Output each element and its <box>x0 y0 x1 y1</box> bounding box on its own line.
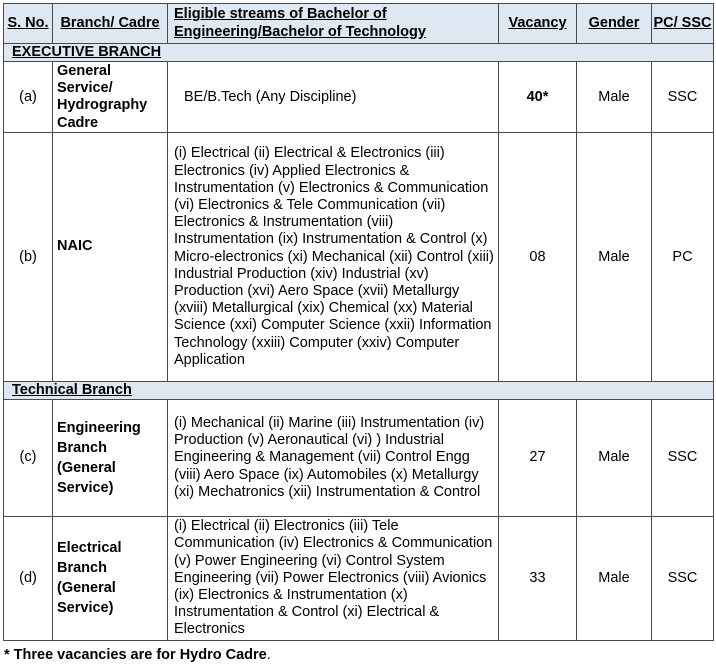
row-vacancy: 08 <box>499 133 577 382</box>
row-streams: (i) Electrical (ii) Electronics (iii) Tele Communication (iv) Electronics & Communication (v) Power Engineering (vi) Control System Engineering (vii) Power Electronics (viii) Avionics (ix) Electronics & Instrumentation (x) Instrumentation & Control (xi) Electrical & Electronics <box>168 516 499 640</box>
row-gender: Male <box>577 62 652 133</box>
table-row <box>4 516 714 640</box>
row-streams: BE/B.Tech (Any Discipline) <box>168 62 499 133</box>
table-row <box>4 400 714 516</box>
row-cadre: NAIC <box>53 133 168 382</box>
row-cadre: General Service/ Hydrography Cadre <box>53 62 168 133</box>
row-cadre: Engineering Branch (General Service) <box>53 400 168 516</box>
section-row-technical <box>4 382 714 400</box>
row-type: SSC <box>652 400 714 516</box>
section-row-executive <box>4 44 714 62</box>
row-streams: (i) Electrical (ii) Electrical & Electronics (iii) Electronics (iv) Applied Electronics & Instrumentation (v) Electronics & Communication (vi) Electronics & Tele Communication (vii) Electronics & Instrumentation (viii) Instrumentation (ix) Instrumentation & Control (x) Micro-electronics (xi) Mechanical (xii) Control (xiii) Industrial Production (xiv) Industrial (xv) Production (xvi) Aero Space (xvii) Metallurgy (xviii) Metallurgical (xix) Chemical (xx) Material Science (xxi) Computer Science (xxii) Information Technology (xxiii) Computer (xxiv) Computer Application <box>168 133 499 382</box>
footnote-period: . <box>266 647 271 663</box>
header-branch: Branch/ Cadre <box>53 4 168 44</box>
row-vacancy: 27 <box>499 400 577 516</box>
table-row <box>4 133 714 382</box>
header-pc-ssc: PC/ SSC <box>652 4 714 44</box>
footnote <box>4 647 271 663</box>
row-vacancy: 40* <box>499 62 577 133</box>
row-type: SSC <box>652 516 714 640</box>
row-gender: Male <box>577 516 652 640</box>
header-gender: Gender <box>577 4 652 44</box>
row-type: PC <box>652 133 714 382</box>
header-streams: Eligible streams of Bachelor of Engineering/Bachelor of Technology <box>168 4 499 44</box>
table-row <box>4 62 714 133</box>
header-sno: S. No. <box>4 4 53 44</box>
section-technical: Technical Branch <box>4 382 714 400</box>
row-sno: (a) <box>4 62 53 133</box>
row-type: SSC <box>652 62 714 133</box>
row-streams: (i) Mechanical (ii) Marine (iii) Instrumentation (iv) Production (v) Aeronautical (vi) ) Industrial Engineering & Management (vii) Control Engg (viii) Aero Space (ix) Automobiles (x) Metallurgy (xi) Mechatronics (xii) Instrumentation & Control <box>168 400 499 516</box>
footnote-text: * Three vacancies are for Hydro Cadre <box>4 647 267 663</box>
vacancy-table <box>3 3 714 641</box>
row-sno: (d) <box>4 516 53 640</box>
row-vacancy: 33 <box>499 516 577 640</box>
row-sno: (b) <box>4 133 53 382</box>
section-executive: EXECUTIVE BRANCH <box>4 44 714 62</box>
header-row <box>4 4 714 44</box>
header-vacancy: Vacancy <box>499 4 577 44</box>
row-gender: Male <box>577 133 652 382</box>
row-sno: (c) <box>4 400 53 516</box>
row-cadre: Electrical Branch (General Service) <box>53 516 168 640</box>
row-gender: Male <box>577 400 652 516</box>
